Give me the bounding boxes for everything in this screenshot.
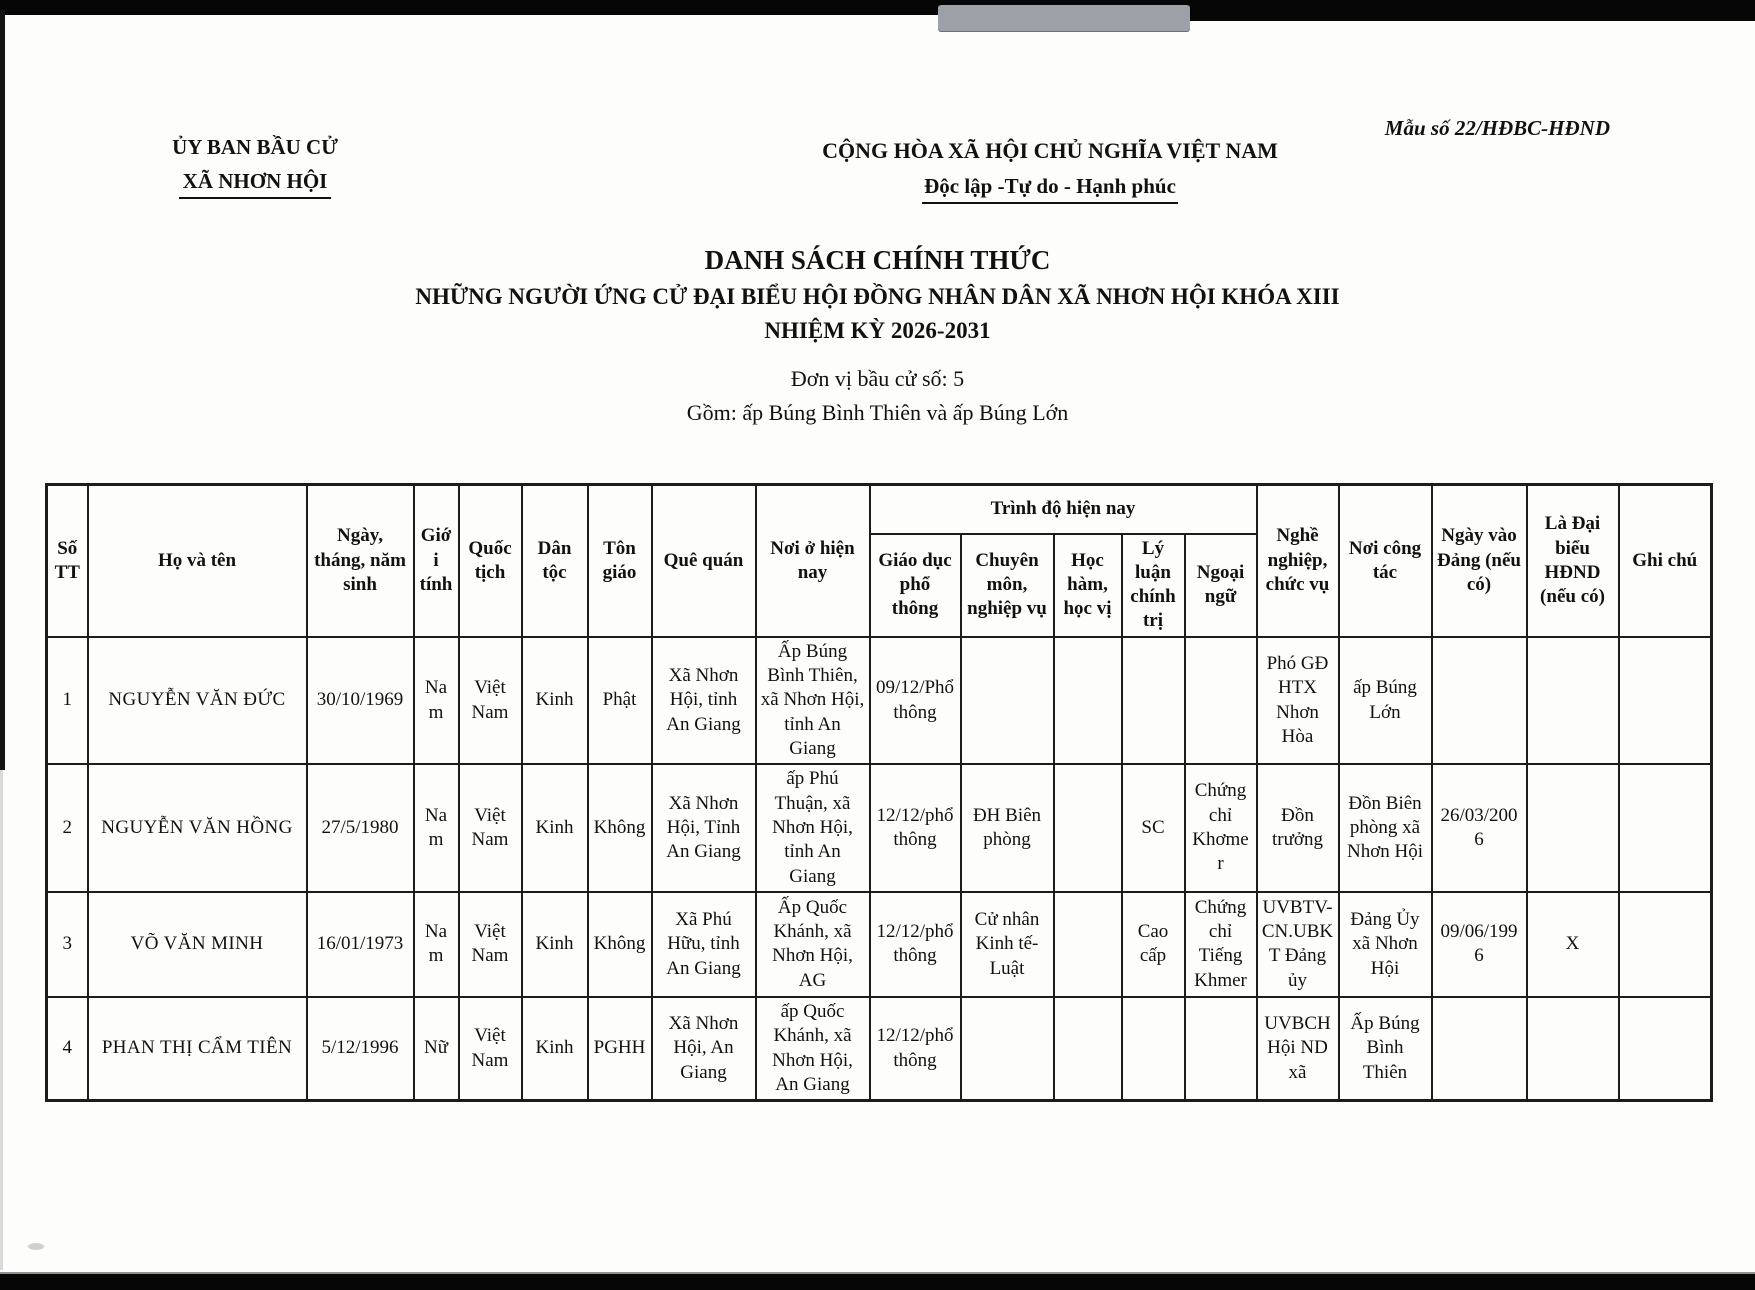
cell-giao-duc-pho-thong: 12/12/phổ thông <box>870 997 961 1101</box>
col-header-quoc-tich: Quốc tịch <box>459 485 522 637</box>
cell-ghi-chu <box>1619 764 1712 892</box>
col-header-ton-giao: Tôn giáo <box>588 485 652 637</box>
cell-ton-giao: Phật <box>588 637 652 765</box>
cell-ghi-chu <box>1619 637 1712 765</box>
scan-smudge <box>28 1243 44 1250</box>
issuer-commune: XÃ NHƠN HỘI <box>105 171 405 199</box>
national-header-block <box>795 140 1305 204</box>
issuer-name: ỦY BAN BẦU CỬ <box>172 135 338 159</box>
cell-dan-toc: Kinh <box>522 997 588 1101</box>
cell-dan-toc: Kinh <box>522 892 588 997</box>
col-header-so-tt: Số TT <box>47 485 88 637</box>
col-header-nghe-nghiep: Nghề nghiệp, chức vụ <box>1257 485 1339 637</box>
election-unit: Đơn vị bầu cử số: 5 <box>790 366 965 391</box>
col-header-noi-cong-tac: Nơi công tác <box>1339 485 1432 637</box>
col-header-chuyen-mon: Chuyên môn, nghiệp vụ <box>961 534 1054 637</box>
col-header-dai-bieu-hdnd: Là Đại biểu HĐND (nếu có) <box>1527 485 1619 637</box>
cell-noi-o-hien-nay: Ấp Quốc Khánh, xã Nhơn Hội, AG <box>756 892 870 997</box>
cell-nghe-nghiep: UVBCH Hội ND xã <box>1257 997 1339 1101</box>
cell-noi-o-hien-nay: Ấp Búng Bình Thiên, xã Nhơn Hội, tỉnh An Giang <box>756 637 870 765</box>
cell-hoc-ham <box>1054 764 1122 892</box>
cell-nghe-nghiep: UVBTV- CN.UBKT Đảng ủy <box>1257 892 1339 997</box>
cell-chuyen-mon <box>961 637 1054 765</box>
cell-ngoai-ngu <box>1185 637 1257 765</box>
table-row <box>47 997 1712 1101</box>
cell-ly-luan: SC <box>1122 764 1185 892</box>
document-subtitle: NHỮNG NGƯỜI ỨNG CỬ ĐẠI BIỂU HỘI ĐỒNG NHÂN DÂN XÃ NHƠN HỘI KHÓA XIII <box>415 284 1340 309</box>
scan-left-edge-faint <box>0 770 3 1270</box>
document-title: DANH SÁCH CHÍNH THỨC <box>704 245 1051 275</box>
cell-quoc-tich: Việt Nam <box>459 892 522 997</box>
cell-dan-toc: Kinh <box>522 637 588 765</box>
table-body <box>47 637 1712 1101</box>
col-header-dan-toc: Dân tộc <box>522 485 588 637</box>
cell-ngay-sinh: 5/12/1996 <box>307 997 414 1101</box>
cell-ngay-vao-dang <box>1432 997 1527 1101</box>
cell-giao-duc-pho-thong: 09/12/Phổ thông <box>870 637 961 765</box>
cell-nghe-nghiep: Phó GĐ HTX Nhơn Hòa <box>1257 637 1339 765</box>
cell-gioi-tinh: Nữ <box>414 997 459 1101</box>
cell-ghi-chu <box>1619 892 1712 997</box>
scan-gray-tab <box>938 5 1190 31</box>
cell-dai-bieu-hdnd <box>1527 997 1619 1101</box>
table-row <box>47 637 1712 765</box>
cell-so-tt: 2 <box>47 764 88 892</box>
cell-so-tt: 3 <box>47 892 88 997</box>
cell-so-tt: 4 <box>47 997 88 1101</box>
cell-noi-cong-tac: Ấp Búng Bình Thiên <box>1339 997 1432 1101</box>
col-header-ngoai-ngu: Ngoại ngữ <box>1185 534 1257 637</box>
form-number: Mẫu số 22/HĐBC-HĐND <box>1384 116 1610 140</box>
cell-giao-duc-pho-thong: 12/12/phổ thông <box>870 764 961 892</box>
cell-noi-cong-tac: Đồn Biên phòng xã Nhơn Hội <box>1339 764 1432 892</box>
col-header-ho-va-ten: Họ và tên <box>88 485 307 637</box>
election-scope: Gồm: ấp Búng Bình Thiên và ấp Búng Lớn <box>686 400 1069 425</box>
cell-ton-giao: Không <box>588 764 652 892</box>
cell-que-quan: Xã Nhơn Hội, Tỉnh An Giang <box>652 764 756 892</box>
col-header-que-quan: Quê quán <box>652 485 756 637</box>
col-header-giao-duc-pho-thong: Giáo dục phổ thông <box>870 534 961 637</box>
cell-ngoai-ngu: Chứng chỉ Khơmer <box>1185 764 1257 892</box>
cell-que-quan: Xã Nhơn Hội, An Giang <box>652 997 756 1101</box>
cell-dai-bieu-hdnd <box>1527 764 1619 892</box>
cell-ly-luan: Cao cấp <box>1122 892 1185 997</box>
cell-chuyen-mon: ĐH Biên phòng <box>961 764 1054 892</box>
cell-chuyen-mon: Cử nhân Kinh tế- Luật <box>961 892 1054 997</box>
national-title: CỘNG HÒA XÃ HỘI CHỦ NGHĨA VIỆT NAM <box>822 138 1278 163</box>
cell-noi-o-hien-nay: ấp Phú Thuận, xã Nhơn Hội, tỉnh An Giang <box>756 764 870 892</box>
cell-ngoai-ngu <box>1185 997 1257 1101</box>
col-header-ngay-sinh: Ngày, tháng, năm sinh <box>307 485 414 637</box>
cell-noi-cong-tac: Đảng Ủy xã Nhơn Hội <box>1339 892 1432 997</box>
cell-gioi-tinh: Nam <box>414 637 459 765</box>
cell-ly-luan <box>1122 637 1185 765</box>
cell-que-quan: Xã Phú Hữu, tỉnh An Giang <box>652 892 756 997</box>
cell-hoc-ham <box>1054 997 1122 1101</box>
col-header-ly-luan: Lý luận chính trị <box>1122 534 1185 637</box>
cell-ngay-vao-dang: 26/03/2006 <box>1432 764 1527 892</box>
candidates-table <box>45 483 1713 1102</box>
cell-ngoai-ngu: Chứng chỉ Tiếng Khmer <box>1185 892 1257 997</box>
col-group-trinh-do: Trình độ hiện nay <box>870 485 1257 534</box>
cell-ho-va-ten: NGUYỄN VĂN HỒNG <box>88 764 307 892</box>
issuer-block <box>105 137 405 199</box>
scan-bottom-bar <box>0 1274 1755 1290</box>
cell-ho-va-ten: PHAN THỊ CẨM TIÊN <box>88 997 307 1101</box>
col-header-ghi-chu: Ghi chú <box>1619 485 1712 637</box>
cell-ghi-chu <box>1619 997 1712 1101</box>
col-header-gioi-tinh: Giới tính <box>414 485 459 637</box>
cell-gioi-tinh: Nam <box>414 892 459 997</box>
cell-ngay-sinh: 27/5/1980 <box>307 764 414 892</box>
cell-noi-o-hien-nay: ấp Quốc Khánh, xã Nhơn Hội, An Giang <box>756 997 870 1101</box>
col-header-noi-o-hien-nay: Nơi ở hiện nay <box>756 485 870 637</box>
cell-quoc-tich: Việt Nam <box>459 764 522 892</box>
cell-gioi-tinh: Nam <box>414 764 459 892</box>
cell-chuyen-mon <box>961 997 1054 1101</box>
cell-ho-va-ten: VÕ VĂN MINH <box>88 892 307 997</box>
cell-dai-bieu-hdnd <box>1527 637 1619 765</box>
cell-dan-toc: Kinh <box>522 764 588 892</box>
cell-so-tt: 1 <box>47 637 88 765</box>
cell-ho-va-ten: NGUYỄN VĂN ĐỨC <box>88 637 307 765</box>
cell-hoc-ham <box>1054 637 1122 765</box>
col-header-hoc-ham: Học hàm, học vị <box>1054 534 1122 637</box>
cell-ngay-sinh: 16/01/1973 <box>307 892 414 997</box>
table-row <box>47 892 1712 997</box>
cell-dai-bieu-hdnd: X <box>1527 892 1619 997</box>
cell-ngay-vao-dang: 09/06/1996 <box>1432 892 1527 997</box>
cell-ton-giao: Không <box>588 892 652 997</box>
document-term: NHIỆM KỲ 2026-2031 <box>764 318 991 343</box>
document-title-block <box>0 247 1755 342</box>
cell-ton-giao: PGHH <box>588 997 652 1101</box>
cell-hoc-ham <box>1054 892 1122 997</box>
cell-noi-cong-tac: ấp Búng Lớn <box>1339 637 1432 765</box>
cell-ly-luan <box>1122 997 1185 1101</box>
table-row <box>47 764 1712 892</box>
cell-que-quan: Xã Nhơn Hội, tỉnh An Giang <box>652 637 756 765</box>
cell-ngay-sinh: 30/10/1969 <box>307 637 414 765</box>
national-motto: Độc lập -Tự do - Hạnh phúc <box>795 176 1305 204</box>
cell-quoc-tich: Việt Nam <box>459 637 522 765</box>
cell-ngay-vao-dang <box>1432 637 1527 765</box>
table-header <box>47 485 1712 637</box>
cell-quoc-tich: Việt Nam <box>459 997 522 1101</box>
col-header-ngay-vao-dang: Ngày vào Đảng (nếu có) <box>1432 485 1527 637</box>
cell-nghe-nghiep: Đồn trưởng <box>1257 764 1339 892</box>
cell-giao-duc-pho-thong: 12/12/phổ thông <box>870 892 961 997</box>
